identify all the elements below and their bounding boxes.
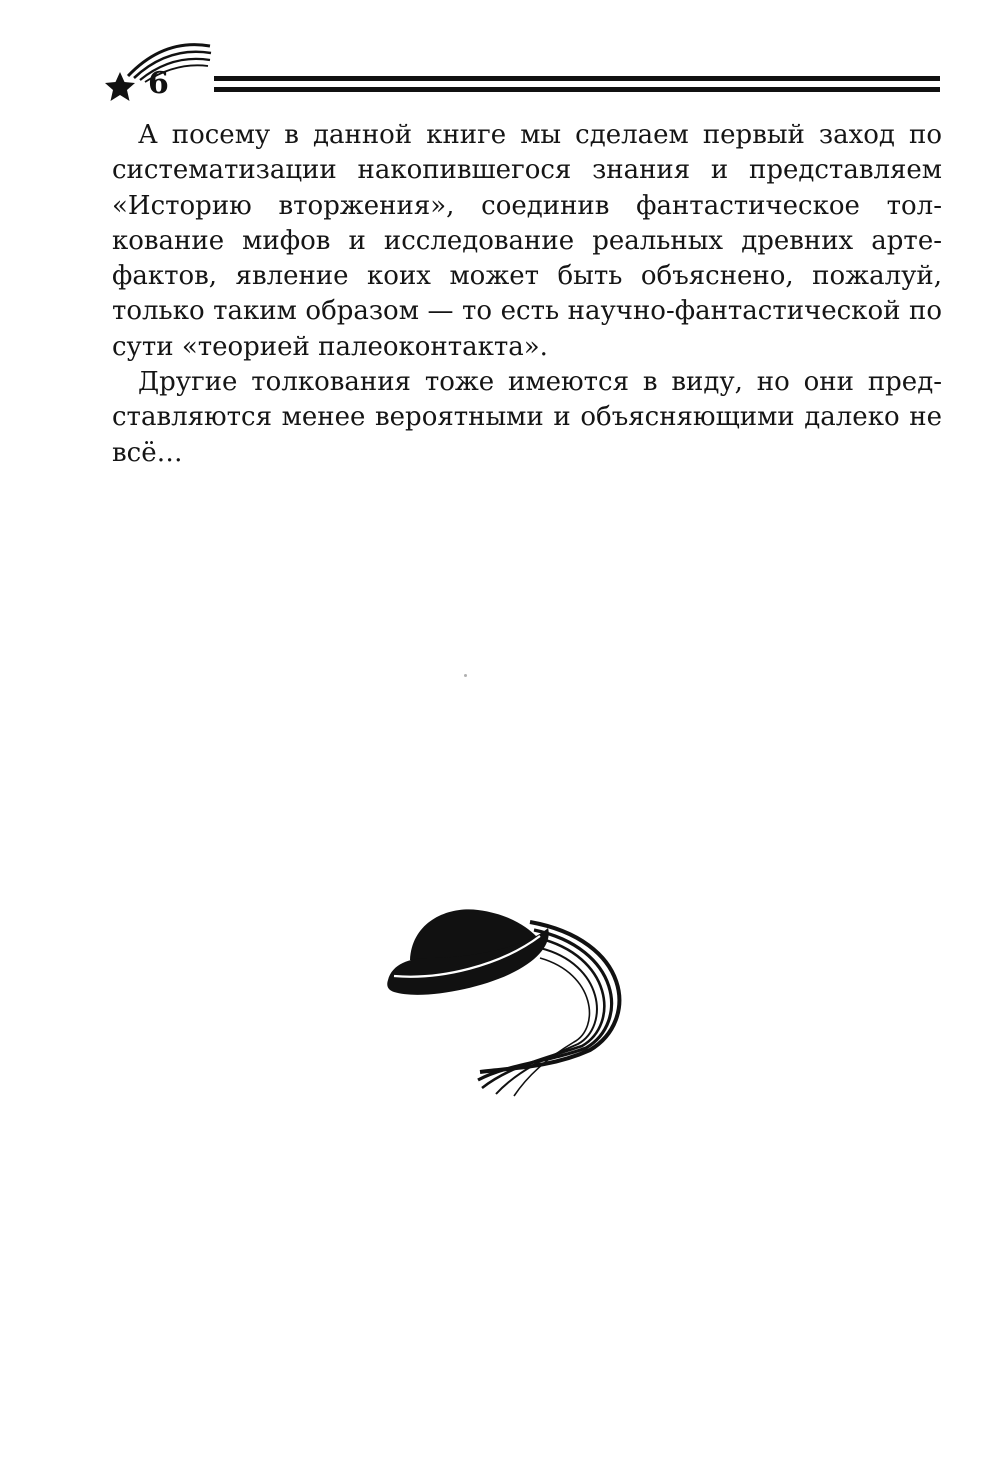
body-text (112, 118, 942, 471)
header-rule-bottom (214, 87, 940, 92)
flying-saucer-with-trail-icon (380, 900, 660, 1100)
paragraph: Другие толкования тоже имеются в виду, но они представляются менее вероятными и объясняющими далеко не всё… (112, 367, 942, 468)
print-speck (464, 674, 467, 677)
header-rule-top (214, 76, 940, 81)
paragraph: А посему в данной книге мы сделаем первый заход по систематизации накопившегося знания и представляем «Историю вторжения», соединив фантастическое толкование мифов и исследование реальных древних артефактов, явление коих может быть объяснено, пожалуй, только таким образом — то есть научно-фантастической по сути «теорией палеоконтакта». (112, 120, 942, 362)
page-number: 6 (148, 66, 169, 101)
